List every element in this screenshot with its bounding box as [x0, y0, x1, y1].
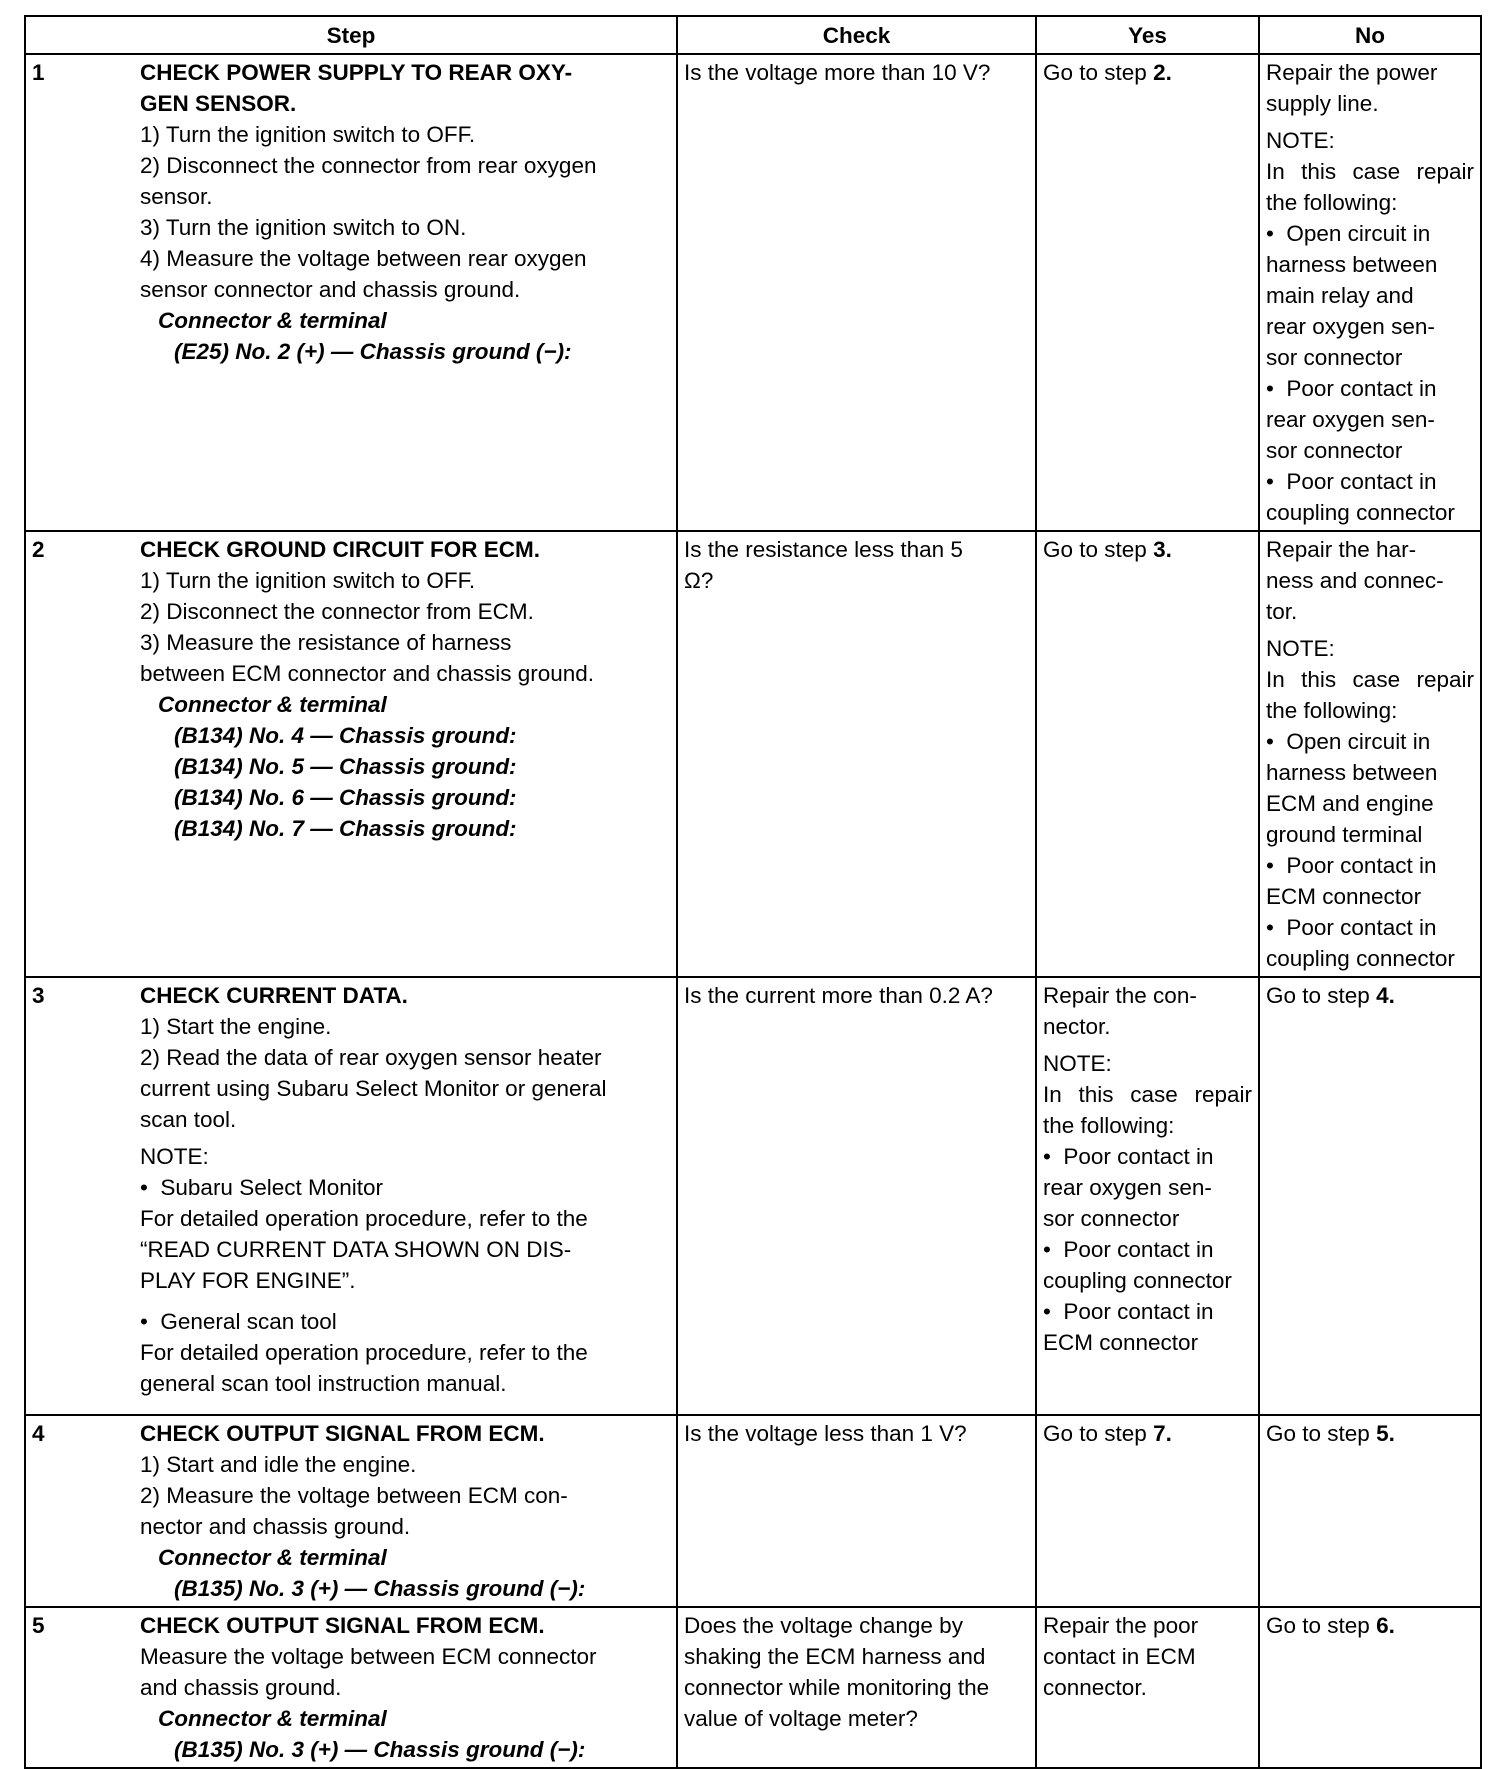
step-number: 3: [32, 983, 45, 1008]
no-cell: [1259, 531, 1481, 977]
check-text: shaking the ECM harness and: [684, 1644, 986, 1669]
terminal-spec: (B135) No. 3 (+) — Chassis ground (−):: [174, 1576, 586, 1601]
table-row: [25, 531, 1481, 977]
terminal-spec: (B134) No. 4 — Chassis ground:: [174, 723, 517, 748]
no-line: rear oxygen sen-: [1266, 407, 1435, 432]
bullet-item: • General scan tool: [140, 1306, 662, 1337]
yes-line: Repair the poor: [1043, 1613, 1199, 1638]
note-label: NOTE:: [140, 1144, 209, 1169]
no-line: the following:: [1266, 698, 1398, 723]
check-cell: [677, 531, 1036, 977]
yes-line: nector.: [1043, 1014, 1111, 1039]
goto-text: Go to step: [1043, 1421, 1154, 1446]
bullet-item: • Poor contact in: [1266, 850, 1474, 881]
check-text: value of voltage meter?: [684, 1706, 918, 1731]
step-line: 3) Measure the resistance of harness: [140, 630, 512, 655]
step-title: CHECK OUTPUT SIGNAL FROM ECM.: [140, 1421, 545, 1446]
no-line: main relay and: [1266, 283, 1414, 308]
yes-line: sor connector: [1043, 1206, 1180, 1231]
bullet-item: • Poor contact in: [1266, 912, 1474, 943]
no-line: tor.: [1266, 599, 1298, 624]
no-line: coupling connector: [1266, 500, 1455, 525]
no-line: ground terminal: [1266, 822, 1423, 847]
yes-cell: [1036, 1415, 1259, 1607]
no-line: ness and connec-: [1266, 568, 1444, 593]
check-cell: [677, 1415, 1036, 1607]
no-line: harness between: [1266, 252, 1438, 277]
step-number: 1: [32, 60, 45, 85]
step-line: scan tool.: [140, 1107, 237, 1132]
check-text: Is the current more than 0.2 A?: [684, 983, 993, 1008]
yes-cell: [1036, 531, 1259, 977]
step-line: 1) Turn the ignition switch to OFF.: [140, 568, 476, 593]
no-line: In this case repair: [1266, 159, 1474, 184]
check-text: Is the resistance less than 5: [684, 537, 963, 562]
check-cell: [677, 977, 1036, 1415]
step-cell: [25, 1607, 677, 1768]
no-cell: [1259, 1607, 1481, 1768]
connector-terminal-label: Connector & terminal: [158, 692, 387, 717]
bullet-item: • Poor contact in: [1266, 373, 1474, 404]
step-line: 3) Turn the ignition switch to ON.: [140, 215, 467, 240]
header-yes: Yes: [1036, 16, 1259, 54]
yes-line: ECM connector: [1043, 1330, 1199, 1355]
bullet-item: • Poor contact in: [1043, 1141, 1252, 1172]
step-line: Measure the voltage between ECM connector: [140, 1644, 597, 1669]
connector-terminal-label: Connector & terminal: [158, 308, 387, 333]
check-text: Ω?: [684, 568, 714, 593]
no-line: Repair the power: [1266, 60, 1438, 85]
step-line: general scan tool instruction manual.: [140, 1371, 507, 1396]
check-text: Is the voltage more than 10 V?: [684, 60, 991, 85]
yes-cell: [1036, 977, 1259, 1415]
yes-cell: [1036, 1607, 1259, 1768]
terminal-spec: (B134) No. 7 — Chassis ground:: [174, 816, 517, 841]
yes-line: rear oxygen sen-: [1043, 1175, 1212, 1200]
step-line: 2) Disconnect the connector from rear oxygen: [140, 153, 597, 178]
goto-step: 6.: [1376, 1613, 1395, 1638]
no-line: harness between: [1266, 760, 1438, 785]
no-line: Repair the har-: [1266, 537, 1417, 562]
table-row: [25, 1607, 1481, 1768]
step-line: “READ CURRENT DATA SHOWN ON DIS-: [140, 1237, 572, 1262]
check-text: Is the voltage less than 1 V?: [684, 1421, 967, 1446]
goto-text: Go to step: [1266, 983, 1377, 1008]
no-line: In this case repair: [1266, 667, 1474, 692]
bullet-item: • Poor contact in: [1266, 466, 1474, 497]
goto-text: Go to step: [1043, 537, 1154, 562]
no-line: sor connector: [1266, 438, 1403, 463]
header-step: Step: [25, 16, 677, 54]
step-line: 2) Disconnect the connector from ECM.: [140, 599, 534, 624]
header-no: No: [1259, 16, 1481, 54]
goto-text: Go to step: [1266, 1421, 1377, 1446]
yes-cell: [1036, 54, 1259, 531]
step-cell: [25, 54, 677, 531]
bullet-item: • Open circuit in: [1266, 726, 1474, 757]
no-cell: [1259, 1415, 1481, 1607]
step-number: 4: [32, 1421, 45, 1446]
step-cell: [25, 531, 677, 977]
yes-line: In this case repair: [1043, 1082, 1252, 1107]
step-line: 1) Start the engine.: [140, 1014, 332, 1039]
no-line: supply line.: [1266, 91, 1379, 116]
step-line: 1) Start and idle the engine.: [140, 1452, 417, 1477]
table-row: [25, 54, 1481, 531]
terminal-spec: (E25) No. 2 (+) — Chassis ground (−):: [174, 339, 572, 364]
no-cell: [1259, 54, 1481, 531]
goto-step: 7.: [1153, 1421, 1172, 1446]
terminal-spec: (B134) No. 5 — Chassis ground:: [174, 754, 517, 779]
step-number: 5: [32, 1613, 45, 1638]
step-line: and chassis ground.: [140, 1675, 342, 1700]
step-cell: [25, 1415, 677, 1607]
step-line: 1) Turn the ignition switch to OFF.: [140, 122, 476, 147]
step-number: 2: [32, 537, 45, 562]
step-title: CHECK OUTPUT SIGNAL FROM ECM.: [140, 1613, 545, 1638]
check-cell: [677, 1607, 1036, 1768]
bullet-item: • Subaru Select Monitor: [140, 1172, 662, 1203]
connector-terminal-label: Connector & terminal: [158, 1706, 387, 1731]
yes-line: coupling connector: [1043, 1268, 1232, 1293]
terminal-spec: (B134) No. 6 — Chassis ground:: [174, 785, 517, 810]
step-line: For detailed operation procedure, refer to the: [140, 1340, 588, 1365]
yes-line: connector.: [1043, 1675, 1147, 1700]
troubleshooting-table: [24, 15, 1482, 1769]
yes-line: the following:: [1043, 1113, 1175, 1138]
step-line: sensor.: [140, 184, 213, 209]
yes-line: contact in ECM: [1043, 1644, 1196, 1669]
goto-step: 2.: [1153, 60, 1172, 85]
bullet-item: • Poor contact in: [1043, 1296, 1252, 1327]
step-line: 2) Read the data of rear oxygen sensor heater: [140, 1045, 602, 1070]
step-line: For detailed operation procedure, refer to the: [140, 1206, 588, 1231]
step-cell: [25, 977, 677, 1415]
yes-line: Repair the con-: [1043, 983, 1197, 1008]
step-line: sensor connector and chassis ground.: [140, 277, 521, 302]
no-line: ECM and engine: [1266, 791, 1434, 816]
goto-step: 4.: [1376, 983, 1395, 1008]
goto-step: 3.: [1153, 537, 1172, 562]
terminal-spec: (B135) No. 3 (+) — Chassis ground (−):: [174, 1737, 586, 1762]
step-line: between ECM connector and chassis ground.: [140, 661, 595, 686]
note-label: NOTE:: [1266, 636, 1335, 661]
goto-text: Go to step: [1043, 60, 1154, 85]
table-row: [25, 1415, 1481, 1607]
step-line: current using Subaru Select Monitor or general: [140, 1076, 607, 1101]
step-title: CHECK GROUND CIRCUIT FOR ECM.: [140, 537, 540, 562]
note-label: NOTE:: [1266, 128, 1335, 153]
bullet-item: • Poor contact in: [1043, 1234, 1252, 1265]
step-line: 4) Measure the voltage between rear oxygen: [140, 246, 587, 271]
step-title: GEN SENSOR.: [140, 91, 297, 116]
check-text: Does the voltage change by: [684, 1613, 963, 1638]
no-line: sor connector: [1266, 345, 1403, 370]
no-line: rear oxygen sen-: [1266, 314, 1435, 339]
table-row: [25, 977, 1481, 1415]
header-check: Check: [677, 16, 1036, 54]
step-line: nector and chassis ground.: [140, 1514, 411, 1539]
check-text: connector while monitoring the: [684, 1675, 990, 1700]
connector-terminal-label: Connector & terminal: [158, 1545, 387, 1570]
step-title: CHECK CURRENT DATA.: [140, 983, 408, 1008]
step-line: PLAY FOR ENGINE”.: [140, 1268, 356, 1293]
no-line: the following:: [1266, 190, 1398, 215]
note-label: NOTE:: [1043, 1051, 1112, 1076]
no-cell: [1259, 977, 1481, 1415]
step-title: CHECK POWER SUPPLY TO REAR OXY-: [140, 60, 573, 85]
no-line: ECM connector: [1266, 884, 1422, 909]
step-line: 2) Measure the voltage between ECM con-: [140, 1483, 568, 1508]
bullet-item: • Open circuit in: [1266, 218, 1474, 249]
no-line: coupling connector: [1266, 946, 1455, 971]
goto-text: Go to step: [1266, 1613, 1377, 1638]
table-header-row: [25, 16, 1481, 54]
goto-step: 5.: [1376, 1421, 1395, 1446]
check-cell: [677, 54, 1036, 531]
